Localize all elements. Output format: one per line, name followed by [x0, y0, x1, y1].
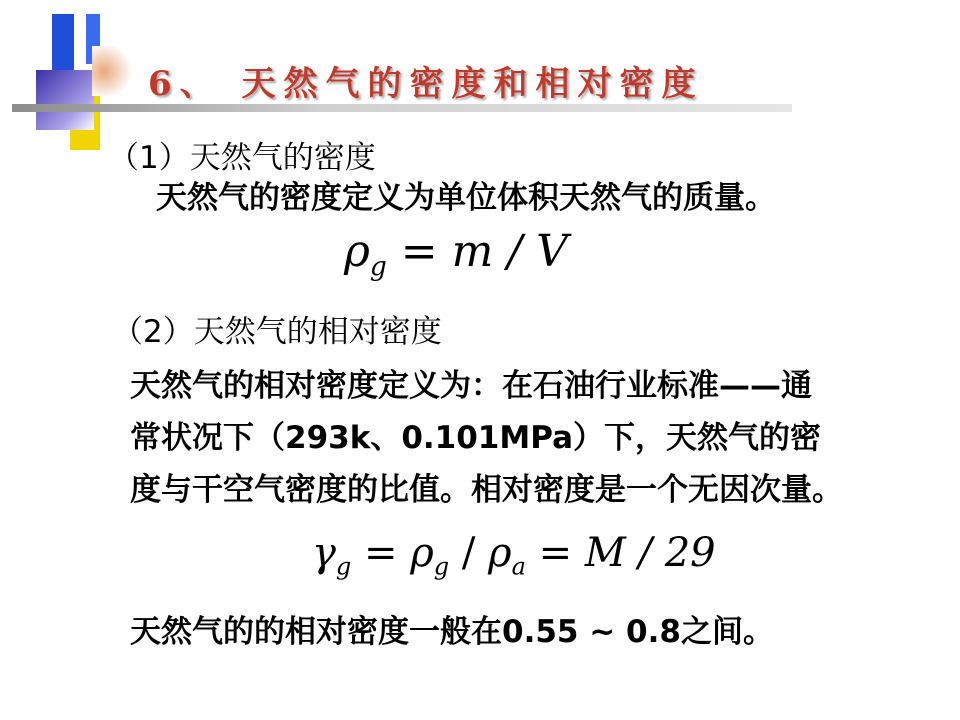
formula-rhs: m / V — [451, 226, 568, 277]
subscript-g: g — [335, 552, 352, 581]
rho-symbol: ρ — [344, 226, 370, 277]
section2-note: 天然气的的相对密度一般在0.55 ~ 0.8之间。 — [130, 614, 774, 650]
subscript-g: g — [369, 251, 387, 283]
section2-definition-line-2: 常状况下（293k、0.101MPa）下，天然气的密 — [130, 420, 822, 456]
gamma-symbol: γ — [312, 530, 336, 576]
section1-heading: （1）天然气的密度 — [108, 140, 376, 176]
rho-symbol: ρ — [488, 530, 512, 576]
decorative-gray-line — [12, 104, 792, 112]
decorative-orange-glow — [92, 46, 132, 96]
subscript-a: a — [511, 552, 526, 581]
equals-sign: = — [364, 530, 398, 576]
section1-definition: 天然气的密度定义为单位体积天然气的质量。 — [156, 180, 776, 216]
subscript-g: g — [433, 552, 450, 581]
equals-sign: = — [400, 226, 438, 277]
rho-symbol: ρ — [410, 530, 434, 576]
formula-rhs: M / 29 — [584, 530, 716, 576]
relative-density-formula — [312, 530, 716, 580]
density-formula — [344, 226, 568, 282]
slash: / — [461, 530, 476, 576]
equals-sign: = — [538, 530, 573, 576]
section2-heading: （2）天然气的相对密度 — [112, 314, 442, 350]
section2-definition-line-3: 度与干空气密度的比值。相对密度是一个无因次量。 — [130, 472, 843, 508]
section2-definition-line-1: 天然气的相对密度定义为：在石油行业标准——通 — [130, 368, 812, 404]
decorative-purple-square — [36, 70, 94, 130]
slide-title: 6、 天然气的密度和相对密度 — [148, 64, 704, 104]
